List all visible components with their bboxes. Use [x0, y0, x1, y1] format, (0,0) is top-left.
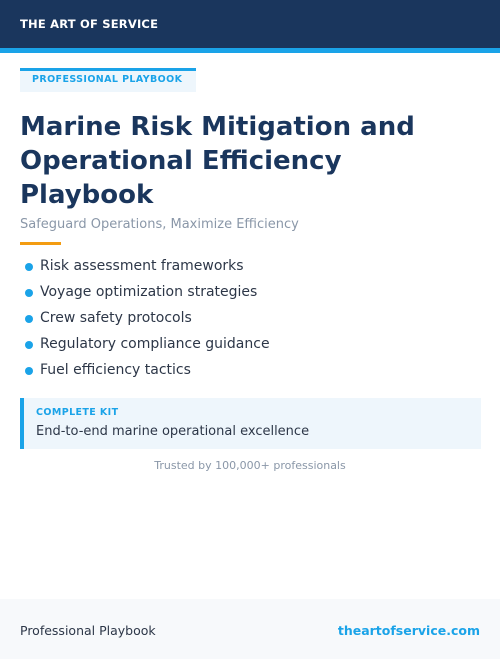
header-bar [0, 0, 500, 48]
header-accent-stripe [0, 48, 500, 53]
list-item [20, 307, 270, 333]
bullet-dot-icon [25, 263, 33, 271]
list-item [20, 281, 270, 307]
bullet-dot-icon [25, 289, 33, 297]
trust-statement: Trusted by 100,000+ professionals [154, 459, 346, 472]
list-item [20, 359, 270, 385]
footer-label: Professional Playbook [20, 623, 156, 638]
page-subtitle: Safeguard Operations, Maximize Efficiency [20, 217, 299, 232]
bullet-dot-icon [25, 315, 33, 323]
kit-description: End-to-end marine operational excellence [36, 424, 310, 439]
kit-label: COMPLETE KIT [36, 407, 119, 418]
badge-label: PROFESSIONAL PLAYBOOK [32, 74, 183, 85]
brand-name: THE ART OF SERVICE [20, 17, 159, 31]
feature-text: Regulatory compliance guidance [40, 336, 270, 352]
page-title: Marine Risk Mitigation and Operational Efficiency Playbook [20, 112, 415, 210]
bullet-dot-icon [25, 367, 33, 375]
feature-text: Crew safety protocols [40, 310, 192, 326]
feature-list [20, 255, 270, 385]
footer-website-link[interactable]: theartofservice.com [337, 623, 480, 638]
footer [0, 599, 500, 659]
list-item [20, 333, 270, 359]
list-item [20, 255, 270, 281]
category-badge [20, 68, 196, 92]
title-underline [20, 242, 61, 245]
bullet-dot-icon [25, 341, 33, 349]
feature-text: Fuel efficiency tactics [40, 362, 191, 378]
feature-text: Voyage optimization strategies [40, 284, 258, 300]
complete-kit-callout [20, 398, 481, 449]
feature-text: Risk assessment frameworks [40, 258, 244, 274]
